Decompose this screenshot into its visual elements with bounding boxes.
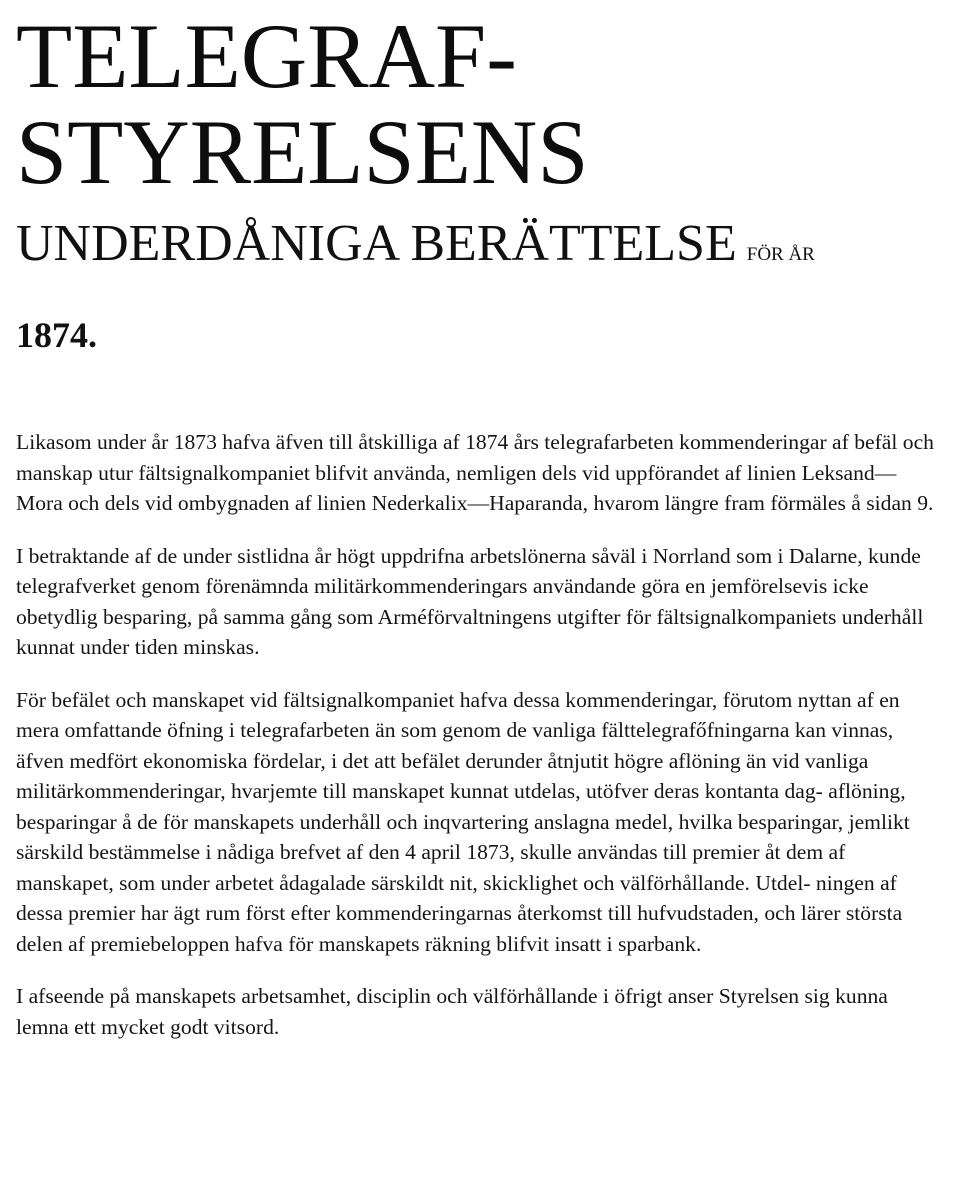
document-body [16,427,942,1042]
title-line-1: TELEGRAF- [16,5,517,107]
paragraph: I afseende på manskapets arbetsamhet, disciplin och välförhållande i öfrigt anser Styrelsen sig kunna lemna ett mycket godt vitsord. [16,984,888,1039]
title-line-2: STYRELSENS [16,101,589,203]
paragraph: Likasom under år 1873 hafva äfven till åtskilliga af 1874 års telegrafarbeten kommenderingar af befäl och manskap utur fältsignalkompaniet blifvit använda, nemligen dels vid uppförandet af linien Leksand—Mora och dels vid ombygnaden af linien Nederkalix—Haparanda, hvarom längre fram förmäles å sidan 9. [16,430,934,515]
document-subtitle [16,214,942,285]
document-title [16,0,942,203]
subtitle-text: UNDERDÅNIGA BERÄTTELSE [16,215,737,272]
subtitle-small-text: FÖR ÅR [746,244,815,265]
document-year: 1874. [16,315,97,355]
paragraph: För befälet och manskapet vid fältsignalkompaniet hafva dessa kommenderingar, förutom nyttan af en mera omfattande öfning i telegrafarbeten än som genom de vanliga fälttelegrafőfningarna kan vinnas, äfven medfört ekonomiska fördelar, i det att befälet derunder åtnjutit högre aflöning än vid vanliga militärkommenderingar, hvarjemte till manskapet kunnat utdelas, utöfver deras kontanta dag- aflöning, besparingar å de för manskapets underhåll och inqvartering anslagna medel, hvilka besparingar, jemlikt särskild bestämmelse i nådiga brefvet af den 4 april 1873, skulle användas till premier åt dem af manskapet, som under arbetet ådagalade särskildt nit, skicklighet och välförhållande. Utdel- ningen af dessa premier har ägt rum först efter kommenderingarnas återkomst till hufvudstaden, och lärer största delen af premiebeloppen hafva för manskapets räkning blifvit insatt i sparbank. [16,687,910,956]
paragraph: I betraktande af de under sistlidna år högt uppdrifna arbetslönerna såväl i Norrland som i Dalarne, kunde telegrafverket genom förenämnda militärkommenderingars användande göra en jemförelsevis icke obetydlig besparing, på samma gång som Arméförvaltningens utgifter för fältsignalkompaniets underhåll kunnat under tiden minskas. [16,543,924,659]
